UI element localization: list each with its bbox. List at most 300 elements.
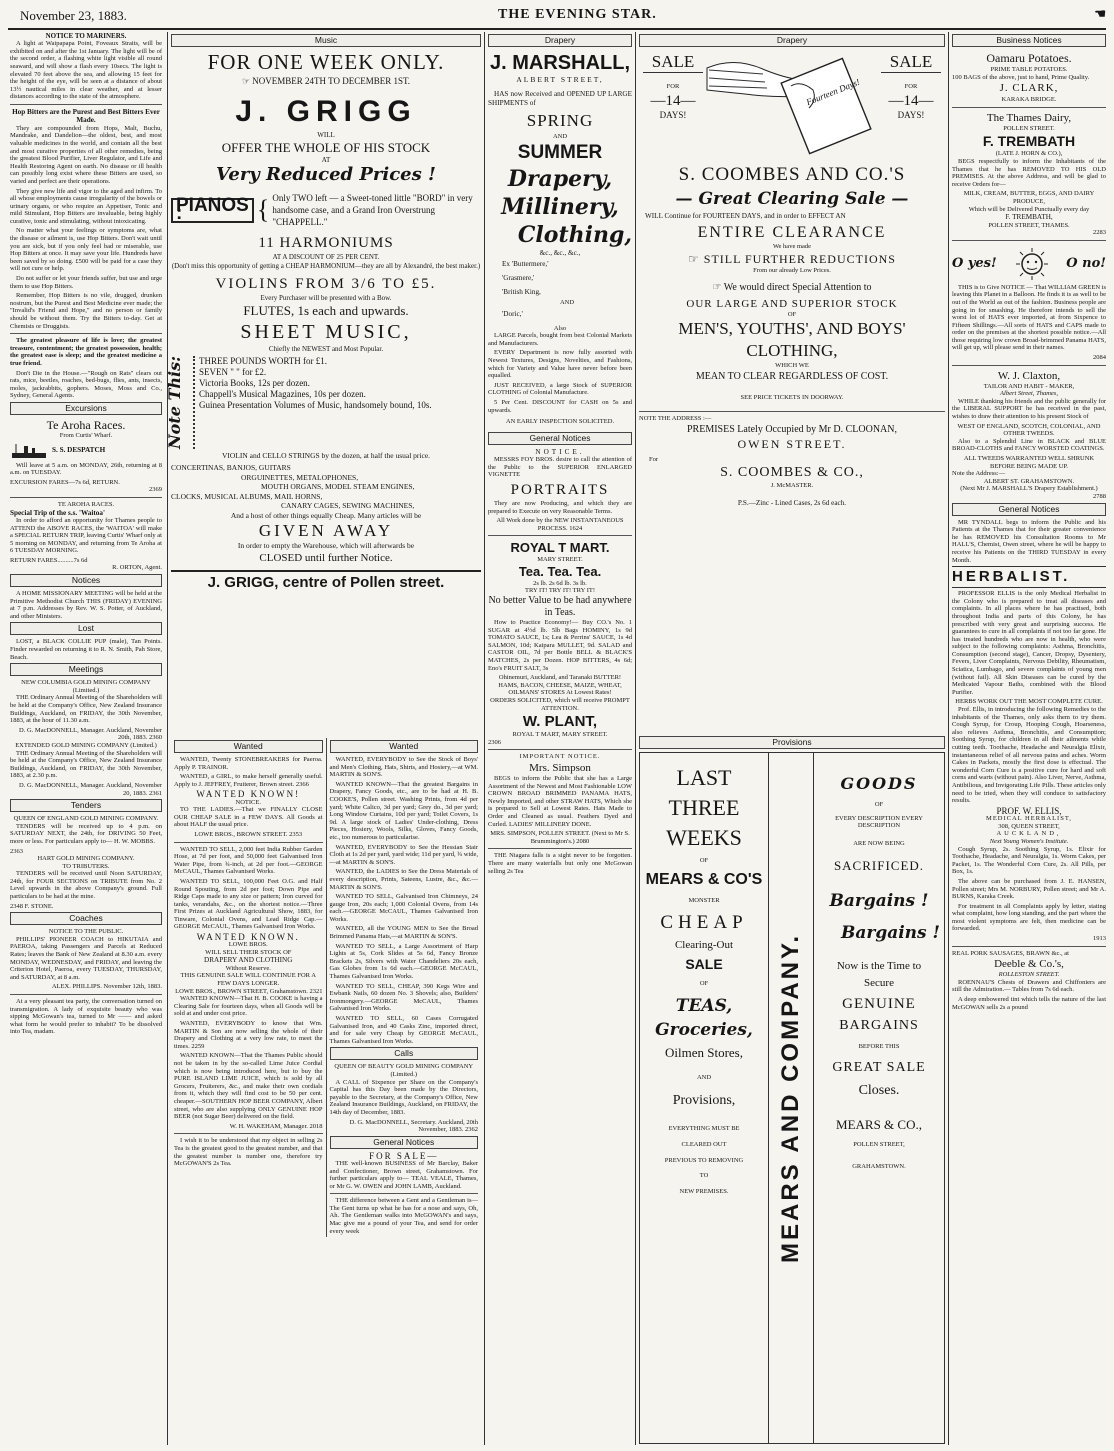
hop-bitters-text-4: Do not suffer or let your friends suffer, but use and urge them to use Hop Bitters. bbox=[10, 275, 162, 290]
marshall-street: ALBERT STREET, bbox=[516, 75, 604, 84]
also-label: Also bbox=[553, 324, 567, 332]
rats-text: Don't Die in the House.—"Rough on Rats" clears out rats, mice, beetles, roaches, bed-bugs, flies, ants, insects, moles, jackrabbits, gophers. Moses, Moss and Co., Sydney, General Agents. bbox=[10, 369, 162, 400]
remedy-prices: Cough Syrup, 2s. Soothing Syrup, 1s. Elixir for Toothache, Headache, and Neuralgia, 1s. Worm Cakes, per Packet, 1s. The Wonderful Corn Cure, 2s. All Pills, per Box, 1s. bbox=[952, 845, 1106, 876]
hop-bitters-title: Hop Bitters are the Purest and Best Bitters Ever Made. bbox=[12, 107, 160, 125]
bargains-word: Bargains ! bbox=[840, 923, 940, 944]
sheet-sub: Chiefly the NEWEST and Most Popular. bbox=[268, 345, 384, 354]
section-header-drapery: Drapery bbox=[488, 34, 632, 47]
mears-box bbox=[639, 752, 945, 1444]
wanted-left bbox=[171, 738, 327, 1237]
mears-right bbox=[814, 753, 944, 1443]
green-ref: 2084 bbox=[1093, 354, 1106, 362]
deep-tint-text: A deep embowered tint which tells the nature of the last McGOWAN sells 2s a pound bbox=[952, 996, 1106, 1011]
hop-bitters-text: They are compounded from Hops, Malt, Buchu, Mandrake, and Dandelion—the oldest, best, and most valuable medicines in the world, and contain all the best and most curative properties of all other remedies, being the greatest Blood Purifier, Liver Regulator, and Life and Health Restoring Agent on earth. No disease or ill health can possibly long exist where these Bitters are used, so varied and perfect are their operations. bbox=[10, 124, 162, 185]
flutes: FLUTES, 1s each and upwards. bbox=[243, 303, 409, 319]
previous-to: PREVIOUS TO REMOVING bbox=[664, 1156, 744, 1164]
prime-potatoes: PRIME TABLE POTATOES. bbox=[990, 66, 1068, 73]
from-low-prices: From our already Low Prices. bbox=[753, 267, 831, 274]
sale-word: SALE bbox=[643, 52, 703, 73]
which-we: WHICH WE bbox=[775, 362, 809, 370]
section-header-lost: Lost bbox=[10, 622, 162, 635]
hop-bitters-text-3: No matter what your feelings or symptoms are, what the disease or ailment is, use Hop Bitters. Don't wait until you are sick, but if you only feel bad or miserable, use Hop Bitters at once. It may save your life. Hundreds have been saved by so doing. £500 will be paid for a case they will not cure or help. bbox=[10, 227, 162, 273]
roennau-text: ROENNAU'S Chests of Drawers and Chiffoniers are still the Admiration.— Tables from 7s 6d each. bbox=[952, 978, 1106, 994]
for-word: FOR bbox=[904, 83, 918, 90]
royal-mart: ROYAL T MART. bbox=[510, 540, 610, 556]
address-note: Note the Address:— bbox=[952, 470, 1006, 478]
niagara-text: THE Niagara falls is a sight never to be forgotten. There are many waterfalls but only one McGowan selling 2s Tea bbox=[488, 852, 632, 875]
mears-left bbox=[640, 753, 768, 1443]
provisions-word: Provisions, bbox=[672, 1093, 736, 1109]
important-notice: IMPORTANT NOTICE. bbox=[519, 753, 601, 761]
wanted-known-title: WANTED KNOWN. bbox=[196, 932, 300, 943]
calls-title: QUEEN OF BEAUTY GOLD MINING COMPANY (Limited.) bbox=[334, 1063, 474, 1078]
mary-street: MARY STREET. bbox=[537, 556, 583, 564]
hop-bitters-text-2: They give new life and vigor to the aged and infirm. To all whose employments cause irregularity of the bowels or urinary organs, or who require an Appetiser, Tonic and mild Stimulant, Hop Bitters are invaluable, being highly curative, tonic and stimulating, without intoxicating. bbox=[10, 187, 162, 225]
section-header-general-notices: General Notices bbox=[330, 1136, 479, 1149]
pork-sausages: REAL PORK SAUSAGES, BRAWN &c., at bbox=[952, 949, 1069, 957]
sale-dates: ☞ NOVEMBER 24TH TO DECEMBER 1ST. bbox=[241, 76, 411, 86]
medical-herbalist: MEDICAL HERBALIST, bbox=[986, 815, 1072, 823]
portraits: PORTRAITS bbox=[510, 481, 610, 498]
premises: PREMISES Lately Occupied by Mr D. CLOONAN, bbox=[687, 423, 897, 435]
trembath-street: POLLEN STREET, THAMES. bbox=[988, 221, 1070, 229]
hams: HAMS, BACON, CHEESE, MAIZE, WHEAT, OILMANS' STORES At Lowest Rates! bbox=[498, 681, 622, 697]
waitoa-title: Special Trip of the s.s. 'Waitoa' bbox=[10, 508, 105, 517]
obtained-from: The above can be purchased from J. E. HANSEN, Pollen street; Mrs M. NORBURY, Pollen street; and Mr A. BURNS, Karaka Creek. bbox=[952, 877, 1106, 901]
one-week-only: FOR ONE WEEK ONLY. bbox=[207, 50, 445, 74]
hart-text: TENDERS will be received until Noon SATURDAY, 24th, for FOUR SECTIONS on TRIBUTE from No. 2 Level upwards in the above Company's ground. Full particulars to be had at the mine. bbox=[10, 870, 162, 901]
milk-line: MILK, CREAM, BUTTER, EGGS, AND DAIRY PRODUCE, bbox=[963, 190, 1095, 205]
claxton-name: W. J. Claxton, bbox=[997, 369, 1061, 382]
mariners-text: A light at Waipapapa Point, Foveaux Straits, will be exhibited on and after the 1st January. The light will be of the second order, a flashing white light visible all round seaward, and will show a flash every 10secs. The light is elevated 70 feet above the sea, and allowing 15 feet for the height of the eye, will be seen at a distance of about 13½ nautical miles in clear weather, and at lesser distances according to the state of the atmosphere. bbox=[10, 40, 162, 101]
masthead bbox=[0, 6, 1114, 26]
oyes-text: O yes! bbox=[952, 255, 997, 271]
treatment-ref: 1913 bbox=[1093, 935, 1106, 943]
extended-signature: D. G. MacDONNELL, Manager. Auckland, November 20, 1883. 2361 bbox=[19, 781, 162, 797]
tweeds-warranted: ALL TWEEDS WARRANTED WELL SHRUNK BEFORE BEING MADE UP. bbox=[963, 455, 1095, 470]
tea-prices: 2s lb. 2s 6d lb. 3s lb. bbox=[533, 579, 587, 587]
ps-line: P.S.—Zinc - Lined Cases, 2s 6d each. bbox=[737, 499, 847, 508]
ship-name: Ex 'Buttermere,' bbox=[502, 260, 549, 269]
columbia-text: THE Ordinary Annual Meeting of the Shareholders will be held at the Company's Office, New Zealand Insurance Buildings, Auckland, on FRIDAY, the 30th November, 1883, at the hour of 11.30 a.m. bbox=[10, 694, 162, 725]
column-divider bbox=[635, 32, 636, 1445]
brace: { bbox=[256, 195, 270, 225]
days-number: —14— bbox=[888, 92, 934, 109]
columbia-signature: D. G. MacDONNELL, Manager. Auckland, November 20th, 1883. 2360 bbox=[19, 726, 162, 742]
wanted-ad: WANTED TO SELL, Galvanised Iron Chimneys, 24 gauge Iron, 20s each; 1,000 Colonial Ovens, from 14s each.—GEORGE McCAUL, Thames Galvanised Iron Works. bbox=[329, 893, 478, 923]
sale-word: SALE bbox=[881, 52, 941, 73]
herbalist-text: PROFESSOR ELLIS is the only Medical Herbalist in the Colony who is prepared to treat all diseases and complaints. In all places where he has practised, both throughout India and parts of this Colony, he has prescribed with very great and surprising success. He guarantees to cure in all complaints if not too far gone. He has treated hundreds who are now in health, who were subject to the following complaints: Asthma, Bronchitis, Consumption (second stage), Cancer, Dropsy, Dysentery, Fevers, Liver Complaints, Nervous Debility, Rheumatism, Sciatica, Lumbago, and severe complaints of young men (without fail). All Skin Diseases can be cured by the Medicated Vapour Baths, combined with the Blood Purifier. bbox=[952, 590, 1106, 696]
pointing-hand-icon: ☞ bbox=[241, 76, 253, 86]
direct-attention: ☞ We would direct Special Attention to bbox=[712, 281, 872, 293]
hart-signature: 2348 F. STONE. bbox=[10, 902, 54, 910]
and-label: AND bbox=[559, 299, 575, 307]
wanted-ad: WANTED TO SELL, a Large Assortment of Harp Lights at 5s, Cork Slides at 5s 6d, Fancy Bronze Brackets 2s, Silvers with Water Chandeliers 20s each, Gas Globes from 1s 6d each.—GEORGE McCAUL, Thames Galvanised Iron Works. bbox=[329, 942, 478, 981]
next-institute: Next Young Women's Institute. bbox=[989, 837, 1069, 845]
cleared-out: CLEARED OUT bbox=[681, 1140, 727, 1148]
wanted-section bbox=[171, 738, 481, 1445]
queen-street: 308, QUEEN STREET, bbox=[998, 822, 1060, 830]
entire-clearance: ENTIRE CLEARANCE bbox=[697, 224, 887, 242]
sale-word: SALE bbox=[685, 956, 723, 973]
mears-signature: MEARS & CO., bbox=[836, 1116, 922, 1132]
instrument-line: CONCERTINAS, BANJOS, GUITARS bbox=[171, 463, 291, 473]
ad-signature: LOWE BROS., BROWN STREET, Grahamstown. 2321 bbox=[175, 987, 323, 995]
sheet-music: SHEET MUSIC, bbox=[240, 321, 412, 344]
ad-line: WILL SELL THEIR STOCK OF bbox=[205, 948, 292, 956]
days-word: DAYS! bbox=[659, 109, 687, 120]
new-premises: NEW PREMISES. bbox=[679, 1187, 729, 1195]
drapery-word: Drapery, bbox=[507, 165, 613, 192]
ad-line: LOWE BROS. bbox=[228, 941, 268, 949]
wanted-ad: WANTED, EVERYBODY to See the Stock of Boys' and Men's Clothing, Hats, Shirts, and Hosiery,—at WM. MARTIN & SON'S. bbox=[329, 756, 478, 779]
strings: VIOLIN and CELLO STRINGS by the dozen, at half the usual price. bbox=[221, 451, 431, 461]
mean-to-clear: MEAN TO CLEAR REGARDLESS OF COST. bbox=[695, 370, 889, 382]
great-sale: GREAT SALE bbox=[832, 1059, 926, 1075]
green-notice: THIS is to Give NOTICE — That WILLIAM GREEN is leaving this Planet in a Balloon. He finds it is as well to be out of the World as out of the fashion. Business people are going in for smashing. He therefore intends to sell the worst lot of HATS ever imported, at from Sixpence to Fifteen Shillings.—All sorts of HATS and CAPS made to order on the premises at the shortest possible notice.—All those requiring low crown Broad-brimmed Panama HATS, will get up, will please send in their names. bbox=[952, 283, 1106, 352]
to-word: TO bbox=[699, 1172, 709, 1180]
note-list bbox=[193, 356, 432, 449]
plant-sub: ROYAL T MART, MARY STREET. bbox=[512, 731, 608, 739]
note-this bbox=[165, 356, 481, 450]
aroha-from: From Curtis' Wharf. bbox=[59, 431, 113, 439]
coombes-name: S. COOMBES AND CO.'S bbox=[678, 164, 906, 185]
music-advert bbox=[165, 32, 481, 732]
instrument-line: And a host of other things equally Cheap. Many articles will be bbox=[230, 510, 422, 520]
trembath-signature: F. TREMBATH, bbox=[1005, 213, 1053, 222]
closed: CLOSED until further Notice. bbox=[259, 551, 393, 564]
ship-name: 'Grasmere,' bbox=[502, 274, 535, 283]
at-label: AT bbox=[321, 156, 331, 165]
wanted-ad: WANTED, all the YOUNG MEN to See the Broad Brimmed Panama Hats,—at MARTIN & SON'S. bbox=[329, 925, 478, 941]
pianos-text: Only TWO left — a Sweet-toned little "BORD" in very handsome case, and a Grand Iron Overstrung "CHAPPELL." bbox=[272, 193, 473, 228]
instruments bbox=[171, 463, 481, 520]
card-text: Fourteen Days! bbox=[804, 76, 862, 108]
price-tickets: SEE PRICE TICKETS IN DOORWAY. bbox=[740, 393, 844, 401]
claxton-text: WHILE thanking his friends and the public generally for the LIBERAL SUPPORT he has received in the past, wishes to draw their attention to his present Stock of bbox=[952, 397, 1106, 421]
simpson-name: Mrs. Simpson bbox=[529, 761, 591, 774]
ad-signature: LOWE BROS., BROWN STREET. 2353 bbox=[194, 830, 303, 838]
owen-street: OWEN STREET. bbox=[737, 436, 847, 451]
queen-title: QUEEN OF ENGLAND GOLD MINING COMPANY. bbox=[13, 815, 159, 823]
of-word: OF bbox=[699, 980, 709, 988]
wanted-ad: WANTED TO SELL, CHEAP, 390 Kegs Wire and Ewbank Nails, 60 dozen No. 3 Shovels; also, Builders' Ironmongery.—GEORGE McCAUL, Thames Galvanised Iron Works. bbox=[329, 982, 478, 1013]
everything-must: EVERYTHING MUST BE bbox=[668, 1125, 740, 1133]
millinery-word: Millinery, bbox=[501, 193, 619, 220]
mcmaster: J. McMASTER. bbox=[770, 481, 814, 489]
clothing-line: CLOTHING, bbox=[746, 341, 838, 361]
ad-line: Without Reserve. bbox=[225, 964, 271, 972]
tea-tea-tea: Tea. Tea. Tea. bbox=[518, 563, 602, 579]
days-number: —14— bbox=[650, 92, 696, 109]
ad-line: THIS GENUINE SALE WILL CONTINUE FOR A FEW DAYS LONGER. bbox=[180, 972, 316, 988]
page-ornament-icon: ☚ bbox=[1094, 7, 1106, 22]
tailor-line: TAILOR AND HABIT - MAKER, bbox=[983, 382, 1075, 390]
portraits-sub: They are now Producing, and which they are prepared to Execute on very Reasonable Terms. bbox=[488, 499, 632, 515]
cash-discount: 5 Per Cent. DISCOUNT for CASH on 5s and upwards. bbox=[488, 398, 632, 414]
return-fares: RETURN FARES..........7s 6d bbox=[10, 556, 88, 564]
simpson-signature: MRS. SIMPSON, POLLEN STREET. (Next to Mr S. Brummington's.) 2080 bbox=[490, 830, 630, 845]
coach-signature: ALEX. PHILLIPS. November 12th, 1883. bbox=[51, 983, 162, 991]
reduced-prices: Very Reduced Prices ! bbox=[216, 164, 436, 186]
column-divider bbox=[948, 32, 949, 1445]
economy-list: How to Practice Economy!— Buy CO.'s No. 1 SUGAR at 4½d lb. 5lb Bags HOMINY, 1s 9d TOMATO SAUCE, 1s; Lea & Perrins' SAUCE, 1s 4d SALMON, 10d; Kaipara MULLET, 9d. SALAD and CASTOR OIL, 7d per Bottle BELL & BLACK'S MATCHES, 2s per Dozen. HOP BITTERS, 4s 6d; Eno's FRUIT SALT, 3s bbox=[488, 619, 632, 672]
calls-text: A CALL of Sixpence per Share on the Company's Capital has this Day been made by the Directors, payable to the Secretary, at the Company's Office, New Zealand Insurance Buildings, Auckland, on FRIDAY, the 14th day of December, 1883. bbox=[329, 1078, 478, 1116]
wanted-ad: WANTED TO SELL, 2,000 feet India Rubber Garden Hose, at 7d per foot, and 50,000 feet Galvanised Iron Water Pipe, from ¾-inch, at 2d per foot.—GEORGE McCAUL, Thames Galvanised Works. bbox=[174, 845, 323, 876]
will-continue: WILL Continue for FOURTEEN DAYS, and in order to EFFECT AN bbox=[645, 212, 846, 220]
large-stock: OUR LARGE AND SUPERIOR STOCK bbox=[686, 297, 898, 310]
tyndall-text: MR TYNDALL begs to inform the Public and his Patients at the Thames that for their greater convenience he has REMOVED his Consultation Rooms to Mr HALL'S, Chemist, Owen street, where he will be happy to receive his Patients on the THIRD TUESDAY in every Month. bbox=[952, 518, 1106, 564]
columbia-title: NEW COLUMBIA GOLD MINING COMPANY (Limited.) bbox=[21, 679, 151, 694]
every-description: EVERY DESCRIPTION EVERY DESCRIPTION bbox=[835, 814, 923, 830]
fares-ref: 2369 bbox=[149, 486, 162, 494]
section-header-wanted-2: Wanted bbox=[330, 740, 479, 753]
column-notices bbox=[10, 32, 162, 1445]
section-header-general-notices-3: General Notices bbox=[952, 503, 1106, 516]
graham-address: ALBERT ST. GRAHAMSTOWN. bbox=[983, 477, 1075, 485]
section-header-excursions: Excursions bbox=[10, 402, 162, 415]
auckland: AUCKLAND, bbox=[996, 830, 1062, 838]
sale-banner bbox=[639, 50, 945, 162]
wanted-ad: WANTED KNOWN—That H. B. COOKE is having a Clearing Sale for fourteen days, when all Goods will be sold at and under cost price. bbox=[174, 995, 323, 1018]
section-header-tenders: Tenders bbox=[10, 799, 162, 812]
wanted-ad: WANTED, the LADIES to See the Dress Materials of every description, Prints, Sateens, Lustre, &c., &c.—MARTIN & SON'S. bbox=[329, 868, 478, 891]
sale-left bbox=[643, 52, 703, 119]
plant-name: W. PLANT, bbox=[522, 713, 598, 731]
bags-text: 100 BAGS of the above, just to hand, Prime Quality. bbox=[952, 73, 1090, 81]
instrument-line: ORGUINETTES, METALOPHONES, bbox=[241, 472, 359, 482]
violins: VIOLINS FROM 3/6 TO £5. bbox=[215, 275, 437, 292]
ship-list bbox=[488, 257, 632, 321]
coach-text: PHILLIPS' PIONEER COACH to HIKUTAIA and PAEROA, taking Passengers and Parcels at Reduced Rates; leaves the Bank of New Zealand at 8.30 a.m. every MONDAY, WEDNESDAY, and FRIDAY, and leaving the Criterion Hotel, Paeroa, every TUESDAY, THURSDAY, and SATURDAY, at 8 a.m. bbox=[10, 935, 162, 981]
of-label: OF bbox=[787, 310, 797, 318]
marshall-intro: HAS now Received and OPENED UP LARGE SHIPMENTS of bbox=[488, 90, 632, 107]
tea-wish: I wish it to be understood that my object in selling 2s Tea is the greatest good to the greatest number, and that the greatest number is number one, therefore try McGOWAN'S 2s Tea. bbox=[174, 1137, 323, 1168]
wanted-right bbox=[327, 738, 482, 1237]
plant-ref: 2306 bbox=[488, 738, 501, 746]
and-word: AND bbox=[696, 1073, 712, 1081]
three-word: THREE bbox=[668, 795, 740, 820]
orders: ORDERS SOLICITED, which will receive PROMPT ATTENTION. bbox=[490, 697, 630, 712]
issue-date: November 23, 1883. bbox=[20, 8, 127, 23]
gent-text: THE difference between a Gent and a Gentleman is—The Gent turns up what he has for a nose and says, Oh, Ah. The Gentleman walks into McGOWAN's and says, Mac give me a pound of your Tea, and send for order every week bbox=[329, 1197, 478, 1235]
wanted-ad: WANTED TO SELL, 100,000 Feet O.G. and Half Round Spouting, from 2d per foot; Down Pipe and Ridge Caps made to any size or pattern; Iron curved for tanks, verandahs, &c., on the shortest notice.—Three First Prizes at Auckland Agricultural Show, 1883, for Tinware, Colonial Ovens, and Lead Ridge Cap.—GEORGE McCAUL, Thames Galvanised Iron Works. bbox=[174, 877, 323, 931]
wanted-ad: WANTED, EVERYBODY to See the Hessian Stair Cloth at 1s 2d per yard, yard wide; 11d per yard, ¾ wide,—at MARTIN & SON'S. bbox=[329, 843, 479, 866]
sale-right bbox=[881, 52, 941, 119]
trembath-text: BEGS respectfully to inform the Inhabitants of the Thames that he has REMOVED TO HIS OLD PREMISES. At the above Address, and will be glad to receive Orders for— bbox=[952, 157, 1106, 188]
before-this: BEFORE THIS bbox=[858, 1043, 900, 1051]
ono-text: O no! bbox=[1066, 255, 1106, 271]
ohinemuri: Ohinemuri, Auckland, and Taranaki BUTTER! bbox=[498, 674, 622, 682]
note-this-label: Note This: bbox=[165, 356, 184, 450]
given-sub: In order to empty the Warehouse, which will afterwards be bbox=[237, 541, 415, 551]
instrument-line: MOUTH ORGANS, MODEL STEAM ENGINES, bbox=[261, 482, 415, 492]
and-label: AND bbox=[552, 133, 568, 141]
pianos-label: PIANOS : bbox=[171, 198, 254, 222]
made-label: We have made bbox=[772, 243, 812, 251]
herbalist-title: HERBALIST. bbox=[952, 566, 1106, 588]
now-being: ARE NOW BEING bbox=[853, 839, 905, 847]
mears-advert bbox=[639, 734, 945, 1445]
foy-text: MESSRS FOY BROS. desire to call the attention of the Public to the SUPERIOR ENLARGED VIGNETTE bbox=[488, 456, 632, 479]
wanted-ad: WANTED TO SELL, 60 Cases Corrugated Galvanised Iron, and 40 Casks Zinc, imported direct, and for sale very Cheap by GEORGE McCAUL, Thames Galvanised Iron Works. bbox=[329, 1015, 478, 1045]
wanted-ad: WANTED, EVERYBODY to know that Wm. MARTIN & Son are now selling the whole of their Drapery and Clothing at a very low rate, to meet the times. 2259 bbox=[174, 1020, 323, 1050]
cheap-word: CHEAP bbox=[660, 912, 748, 934]
deeble-name: Deeble & Co.'s, bbox=[994, 958, 1064, 971]
lost-notice: LOST, a BLACK COLLIE PUP (male), Tan Points. Finder rewarded on returning it to R. N. Smith, Pah Store, Beach. bbox=[10, 638, 162, 661]
great-clearing-sale: — Great Clearing Sale — bbox=[675, 189, 909, 209]
trembath-late: (LATE J. HORN & CO.), bbox=[995, 150, 1063, 158]
wanted-ad: WANTED, Twenty STONEBREAKERS for Paeroa. Apply P. TRAINOR. bbox=[174, 756, 323, 771]
will-label: WILL bbox=[317, 131, 335, 139]
claxton-also: Also to a Splendid Line in BLACK and BLUE BROAD-CLOTHS and FANCY WORSTED COATINGS. bbox=[952, 437, 1106, 453]
section-header-music: Music bbox=[171, 34, 481, 47]
despatch-row bbox=[10, 442, 162, 460]
next-marshall: (Next Mr J. MARSHALL'S Drapery Establishment.) bbox=[960, 485, 1098, 493]
tea-party-text: At a very pleasant tea party, the conversation turned on transmigration. A lady of exquisite beauty who was sipping McGowan's tea, turned to Mr —— and asked what form he would prefer to inhabit? To be dissolved into Tea, madam. bbox=[10, 998, 162, 1036]
grigg-name: J. GRIGG bbox=[235, 95, 417, 128]
waitoa-text: In order to afford an opportunity for Thames people to ATTEND the ABOVE RACES, the 'WAITOA' will make a SPECIAL RETURN TRIP, leaving Curtis' Wharf only at 5 morning on MONDAY, and returning from Te Aroha at 6 TUESDAY MORNING. bbox=[10, 516, 162, 555]
hand-holding-card-icon bbox=[705, 50, 881, 158]
aroha-title: Te Aroha Races. bbox=[46, 417, 126, 432]
claxton-ref: 2788 bbox=[1093, 492, 1106, 500]
wanted-ad: WANTED KNOWN—That the greatest Bargains in Drapery, Fancy Goods, etc., are to be had at H. B. COOKE'S, Pollen street. Washing Prints, from 4d per yard; White Calico, 3d per yard; Grey do., 3d per yard; Long Window Curtains, 10d per yard; Toilet Covers, 1s 9d. A large stock of Ladies' Under-clothing, Dress Pieces, Hosiery, Wools, Silks, Gloves, Fancy Goods, etc., too numerous to particularise. bbox=[329, 780, 478, 841]
of-word: OF bbox=[874, 801, 884, 808]
business-column bbox=[952, 32, 1106, 1445]
section-header-general-notices-2: General Notices bbox=[488, 432, 632, 445]
pollen-street: POLLEN STREET, bbox=[853, 1140, 905, 1148]
ship-name: 'Doric,' bbox=[502, 309, 523, 318]
note-item: Chappell's Musical Magazines, 10s per dozen. bbox=[199, 389, 366, 400]
wanted-known-title: WANTED KNOWN! bbox=[196, 789, 301, 800]
further-reductions: ☞ STILL FURTHER REDUCTIONS bbox=[688, 252, 896, 266]
section-header-notices: Notices bbox=[10, 574, 162, 587]
steamship-icon bbox=[10, 442, 48, 460]
summer: SUMMER bbox=[517, 141, 603, 163]
section-header-coaches: Coaches bbox=[10, 912, 162, 925]
mears-vertical bbox=[768, 753, 814, 1443]
of-word: OF bbox=[699, 857, 709, 864]
days-word: DAYS! bbox=[897, 109, 925, 120]
pointing-hand-icon: ☞ bbox=[688, 252, 704, 266]
treatment-text: For treatment in all Complaints apply by letter, stating what complaint, how long standing, and the part where the most violent symptoms are felt, then medicine can be forwarded. bbox=[952, 902, 1106, 933]
wanted-ad: WANTED, a GIRL, to make herself generally useful. Apply to J. JEFFREY, Fruiterer, Brown street. 2366 bbox=[174, 773, 323, 788]
weeks-word: WEEKS bbox=[666, 825, 742, 850]
groceries-word: Groceries, bbox=[655, 1019, 753, 1040]
goods-word: GOODS bbox=[840, 774, 918, 793]
tweeds-line: WEST OF ENGLAND, SCOTCH, COLONIAL, AND OTHER TWEEDS. bbox=[957, 422, 1101, 438]
despatch-name: S. S. DESPATCH bbox=[52, 446, 106, 455]
sacrificed-word: SACRIFICED. bbox=[833, 858, 925, 874]
ad-signature: W. H. WAKEHAM, Manager. 2018 bbox=[229, 1122, 323, 1130]
section-header-meetings: Meetings bbox=[10, 663, 162, 676]
try-it: TRY IT! TRY IT! TRY IT! bbox=[525, 587, 595, 595]
simpson-text: BEGS to inform the Public that she has a Large Assortment of the Newest and Most Fashionable LOW CROWN BROAD BRIMMED PANAMA HATS, Newly Imported, and other STRAW HATS, Which she is prepared to Sell at Lowest Rates. Hats Made to Order and Cleaned as usual. Feathers Dyed and Curled. LADIES' MILLINERY DONE. bbox=[488, 774, 632, 828]
newspaper-title: THE EVENING STAR. bbox=[498, 7, 657, 22]
rolleston-street: ROLLESTON STREET. bbox=[998, 971, 1060, 979]
herbs-cure: HERBS WORK OUT THE MOST COMPLETE CURE. bbox=[955, 698, 1103, 706]
hart-title: HART GOLD MINING COMPANY. bbox=[37, 855, 135, 863]
coombes-advert bbox=[639, 32, 945, 732]
column-divider bbox=[484, 32, 485, 1445]
clark-name: J. CLARK, bbox=[999, 82, 1059, 95]
pointing-hand-icon: ☞ bbox=[712, 281, 724, 293]
tributers: TO TRIBUTERS. bbox=[62, 862, 110, 870]
wanted-ad: WANTED KNOWN—That the Thames Public should not be taken in by the so-called Lime Juice Cordial which is now being introduced here, but to buy the PURE ISLAND LIME JUICE, which is sold by all Grocers, Fruiterers, &c., and make their own cordials from it, which they will find cost to be 50 per cent. cheaper.—SOUTHERN HOP BEER COMPANY, Albert street, who are also supplying ONLY GENUINE HOP BEER (not Sugar Beer) delivered on the field. bbox=[174, 1052, 323, 1121]
just-received-text: JUST RECEIVED, a large Stock of SUPERIOR CLOTHING of Colonial Manufacture. bbox=[488, 381, 632, 397]
queen-ref: 2363 bbox=[10, 847, 23, 855]
public-title: NOTICE TO THE PUBLIC. bbox=[48, 928, 124, 936]
clothing-word: Clothing, bbox=[517, 221, 632, 248]
inspection: AN EARLY INSPECTION SOLICITED. bbox=[505, 418, 615, 426]
mens-youths-boys: MEN'S, YOUTHS', AND BOYS' bbox=[678, 319, 906, 339]
hand-card-illustration bbox=[705, 50, 881, 158]
pianos-row bbox=[171, 192, 481, 228]
section-header-provisions: Provisions bbox=[639, 736, 945, 749]
delivered-line: Which will be Delivered Punctually every day bbox=[968, 205, 1090, 213]
discount: AT A DISCOUNT OF 25 PER CENT. bbox=[272, 253, 380, 262]
trembath-name: F. TREMBATH bbox=[982, 133, 1076, 150]
clearing-out: Clearing-Out bbox=[674, 939, 734, 952]
closes-word: Closes. bbox=[858, 1082, 900, 1098]
queen-text: TENDERS will be received up to 4 p.m. on SATURDAY NEXT, the 24th, for DRIVING 50 Feet, more or less. For particulars apply to— H. W. MOBBS. bbox=[10, 822, 162, 845]
ship-name: 'British King, bbox=[502, 288, 541, 297]
spring: SPRING bbox=[526, 111, 594, 131]
grahamstown: GRAHAMSTOWN. bbox=[852, 1162, 906, 1170]
notice-heading: NOTICE. bbox=[535, 447, 585, 456]
extended-text: THE Ordinary Annual Meeting of the Shareholders will be held at the Company's Office, New Zealand Insurance Buildings, Auckland, on FRIDAY, the 30th November, 1883, at 2.30 p.m. bbox=[10, 749, 162, 780]
notice-label: NOTICE. bbox=[235, 798, 261, 806]
section-header-business: Business Notices bbox=[952, 34, 1106, 47]
instrument-line: CANARY CAGES, SEWING MACHINES, bbox=[281, 501, 415, 511]
herbalist-text-2: Prof. Ellis, in introducing the following Remedies to the inhabitants of the Thames, only asks them to try them. Cough Syrup, for Croup, Hooping Cough, Hoarseness, also relieves Asthma, Bronchitis, and Consumption; Soothing Syrup, for children in all their ailments while cutting teeth. Toothache, Headache and Neuralgia Elixir, instantaneous relief of all nervous pains and aches. Worm Cakes in Packets, mostly the first dose is effectual. The wonderful Corn Cure is a positive cure for hard and soft corns and warts (without pain). Also Liver, Nerve, Asthma, Antibilious, and Invigorating Life Pills. These articles only need to be tried, when they will conduce to satisfactory results. bbox=[952, 706, 1106, 805]
extended-title: EXTENDED GOLD MINING COMPANY (Limited.) bbox=[15, 741, 157, 749]
ad-line: DRAPERY AND CLOTHING bbox=[204, 956, 293, 965]
teas-word: TEAS, bbox=[675, 995, 733, 1016]
bargains-caps: BARGAINS bbox=[839, 1018, 919, 1034]
thames-dairy: The Thames Dairy, bbox=[986, 111, 1072, 124]
given-away: GIVEN AWAY bbox=[258, 521, 394, 541]
violins-sub: Every Purchaser will be presented with a Bow. bbox=[260, 293, 392, 302]
wanted-ad: TO THE LADIES.—That we FINALLY CLOSE OUR CHEAP SALE in a FEW DAYS. All Goods at about HALF the usual price. bbox=[174, 806, 323, 829]
karaka-bridge: KARAKA BRIDGE. bbox=[1001, 96, 1057, 104]
last-word: LAST bbox=[676, 765, 732, 790]
mariners-title: NOTICE TO MARINERS. bbox=[45, 32, 127, 40]
marshall-name: J. MARSHALL, bbox=[490, 52, 630, 74]
hop-bitters-text-5: Remember, Hop Bitters is no vile, drugged, drunken nostrum, but the Purest and Best Medicine ever made; the "Invalid's Friend and Hope," and no person or family should be without them. Try the Bitters to-day. Get at Chemists or Druggists. bbox=[10, 292, 162, 330]
parcels-text: LARGE Parcels, bought from best Colonial Markets and Manufacturers. bbox=[488, 332, 632, 347]
note-item: THREE POUNDS WORTH for £1. bbox=[199, 356, 328, 367]
offer-line: OFFER THE WHOLE OF HIS STOCK bbox=[221, 140, 431, 156]
grigg-centre: J. GRIGG, centre of Pollen street. bbox=[171, 570, 481, 594]
instrument-line: CLOCKS, MUSICAL ALBUMS, MAIL HORNS, bbox=[171, 491, 323, 501]
section-header-drapery-2: Drapery bbox=[639, 34, 945, 47]
for-sale-text: THE well-known BUSINESS of Mr Barclay, Baker and Confectioner, Brown street, Grahamstown. For further particulars apply to— TEAL VEALE, Thames, or Mr G. W. OWEN and JOHN LAMB, Auckland. bbox=[329, 1159, 478, 1190]
section-header-calls: Calls bbox=[330, 1047, 479, 1060]
note-item: Victoria Books, 12s per dozen. bbox=[199, 378, 310, 389]
note-item: SEVEN " " for £2. bbox=[199, 367, 267, 378]
dairy-street: POLLEN STREET. bbox=[1003, 124, 1055, 132]
etc-line: &c., &c., &c., bbox=[539, 248, 581, 257]
discount-sub: (Don't miss this opportunity of getting a CHEAP HARMONIUM—they are all by Alexandré, the best maker.) bbox=[171, 261, 481, 270]
health-text: The greatest pleasure of life is love; the greatest treasure, contentment; the greatest possession, health; the greatest ease is sleep; and the greatest medicine a true friend. bbox=[10, 337, 162, 367]
note-item: Guinea Presentation Volumes of Music, handsomely bound, 10s. bbox=[199, 400, 432, 411]
missionary-notice: A HOME MISSIONARY MEETING will be held at the Primitive Methodist Church THIS (FRIDAY) EVENING at 7 p.m. Addresses by Rev. W. S. Potter, of Auckland, and other Ministers. bbox=[10, 590, 162, 620]
address-label: NOTE THE ADDRESS :— bbox=[639, 411, 945, 423]
section-header-wanted: Wanted bbox=[174, 740, 323, 753]
oyes-ono bbox=[952, 244, 1106, 284]
oilmen-stores: Oilmen Stores, bbox=[665, 1044, 743, 1060]
